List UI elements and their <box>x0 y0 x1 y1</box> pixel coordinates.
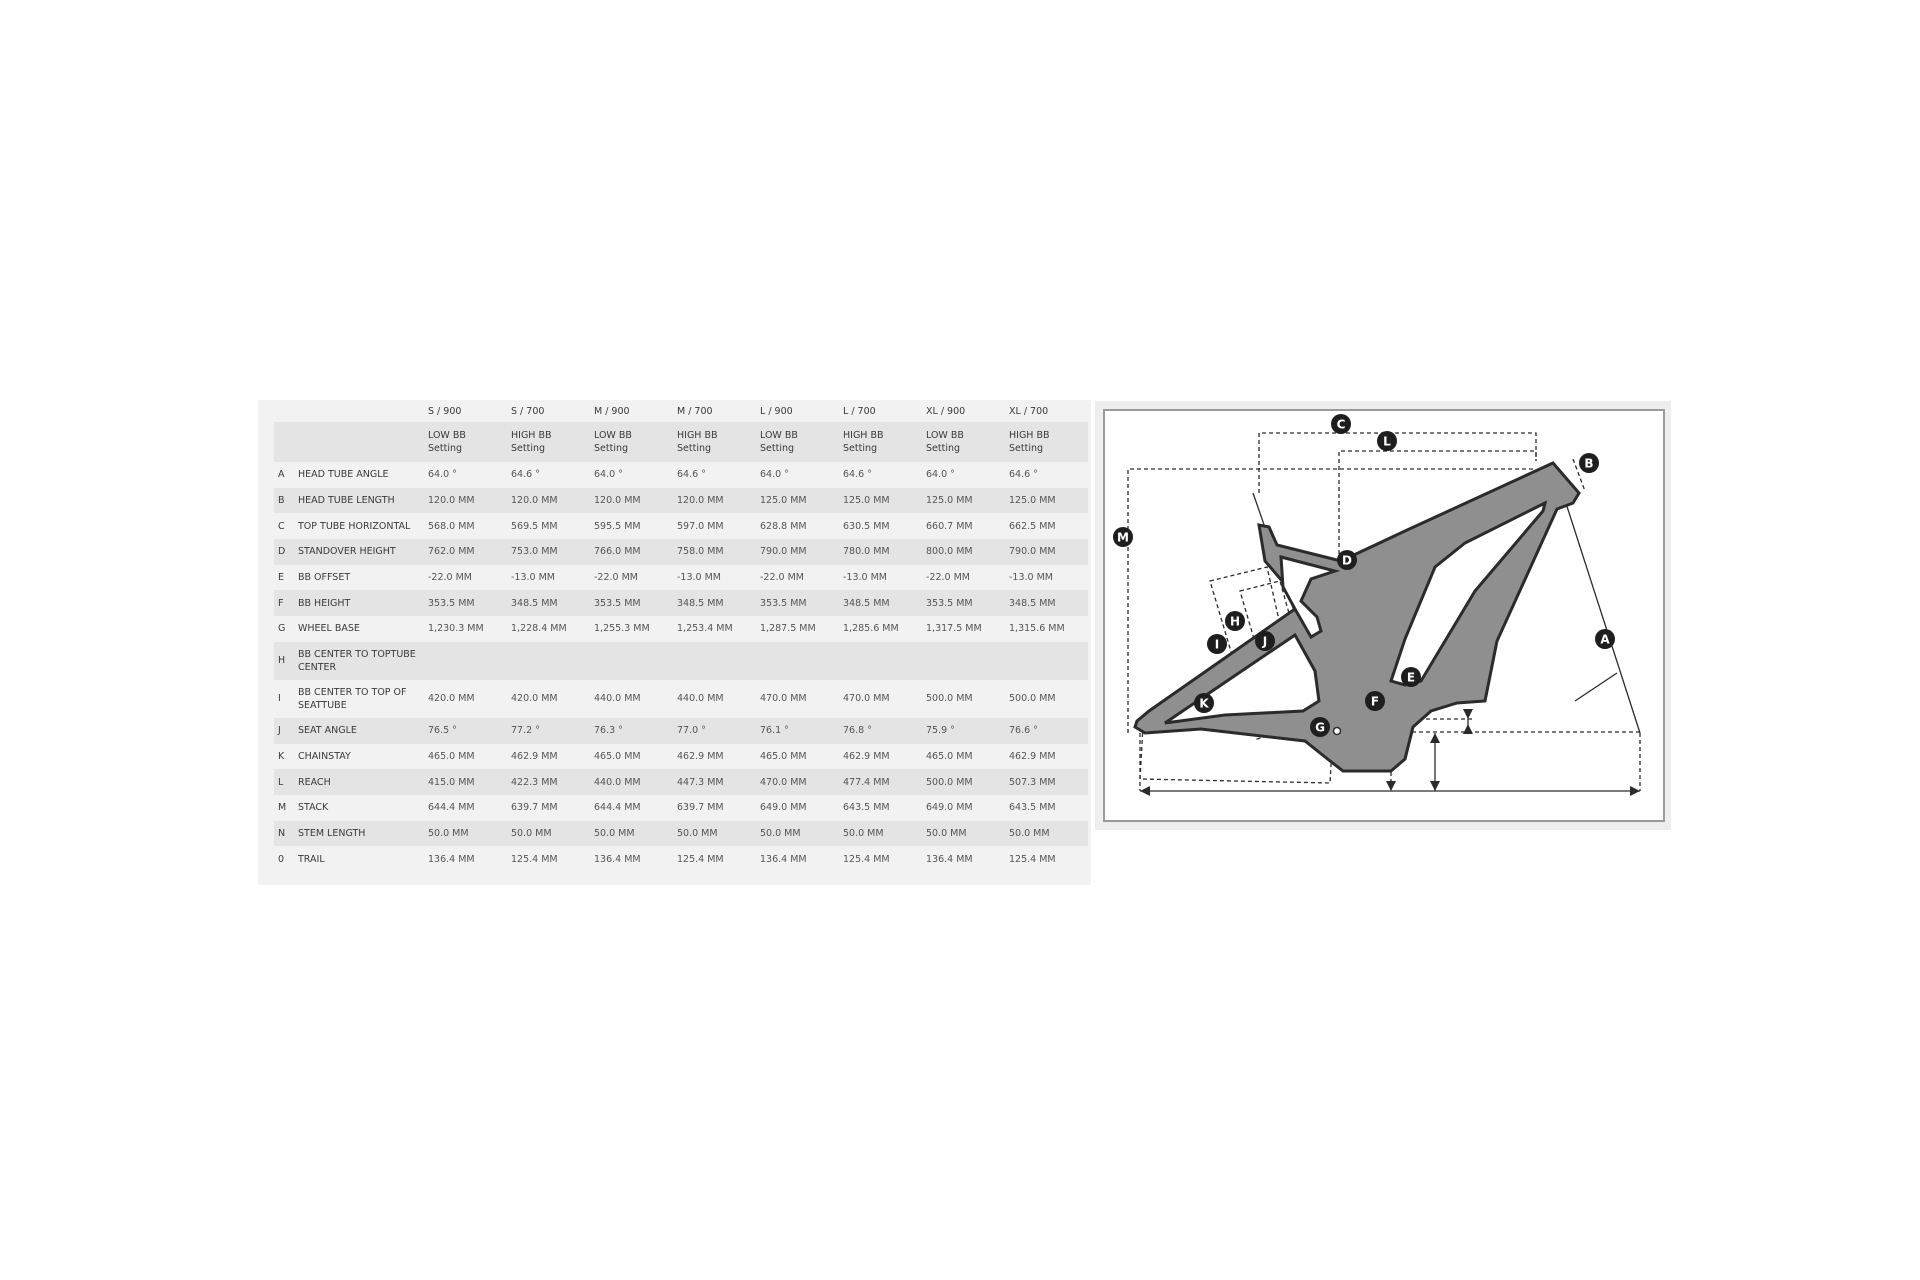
table-row <box>274 642 1088 680</box>
table-cell: 477.4 MM <box>839 769 922 795</box>
setting-line-2: Setting <box>511 443 546 454</box>
table-cell: 470.0 MM <box>760 693 807 705</box>
row-label: BB CENTER TO TOP OF SEATTUBE <box>298 686 407 711</box>
table-cell: 353.5 MM <box>590 590 673 616</box>
table-cell: 643.5 MM <box>843 802 890 814</box>
marker-b <box>1579 453 1599 473</box>
table-cell: 136.4 MM <box>926 853 973 865</box>
marker-label: I <box>1214 637 1220 652</box>
setting-header <box>507 422 590 462</box>
marker-label: E <box>1406 670 1416 685</box>
table-cell: 50.0 MM <box>590 821 673 847</box>
table-cell: 628.8 MM <box>760 520 807 532</box>
row-letter: M <box>278 802 287 814</box>
table-cell: 50.0 MM <box>839 821 922 847</box>
header-blank-letter <box>274 400 294 422</box>
marker-label: B <box>1584 456 1594 471</box>
table-cell: 500.0 MM <box>926 693 973 705</box>
table-cell: 649.0 MM <box>760 802 807 814</box>
table-row <box>274 846 1088 872</box>
row-label: WHEEL BASE <box>298 623 360 635</box>
table-cell: 76.1 ° <box>756 718 839 744</box>
table-cell: 447.3 MM <box>673 769 756 795</box>
table-cell: 644.4 MM <box>594 802 641 814</box>
table-row <box>274 539 1088 565</box>
row-letter: A <box>278 469 285 481</box>
table-cell: 500.0 MM <box>922 769 1005 795</box>
table-cell: 790.0 MM <box>756 539 839 565</box>
marker-m <box>1113 527 1133 547</box>
arrow-head-g-right <box>1630 786 1640 796</box>
table-row <box>274 616 1088 642</box>
geometry-table-panel <box>258 400 1091 885</box>
marker-c <box>1331 414 1351 434</box>
table-cell: 136.4 MM <box>760 853 807 865</box>
arrow-head-e-top <box>1463 709 1473 719</box>
setting-line-1: HIGH BB <box>511 430 552 441</box>
marker-label: F <box>1370 694 1380 709</box>
table-cell: 125.0 MM <box>1005 488 1088 514</box>
table-cell: 1,315.6 MM <box>1009 623 1065 635</box>
setting-line-1: LOW BB <box>428 430 466 441</box>
table-cell: 136.4 MM <box>428 853 475 865</box>
table-cell: 420.0 MM <box>428 693 475 705</box>
setting-header-row <box>274 422 1088 462</box>
table-cell: 125.4 MM <box>1009 853 1056 865</box>
setting-line-2: Setting <box>428 443 463 454</box>
row-label: CHAINSTAY <box>298 750 351 762</box>
setting-line-2: Setting <box>760 443 795 454</box>
table-cell: 568.0 MM <box>428 520 475 532</box>
table-cell: 125.4 MM <box>511 853 558 865</box>
setting-line-2: Setting <box>843 443 878 454</box>
table-cell: 595.5 MM <box>594 520 641 532</box>
row-letter: J <box>274 718 294 744</box>
table-cell: 120.0 MM <box>424 488 507 514</box>
row-letter: C <box>278 520 285 532</box>
setting-header <box>756 422 839 462</box>
table-cell: 75.9 ° <box>922 718 1005 744</box>
row-letter: G <box>278 623 286 635</box>
marker-h <box>1225 611 1245 631</box>
table-cell: 50.0 MM <box>922 821 1005 847</box>
row-label: BB HEIGHT <box>294 590 424 616</box>
geometry-table <box>274 400 1088 872</box>
setting-line-2: Setting <box>677 443 712 454</box>
table-cell: 64.0 ° <box>428 469 457 481</box>
table-row <box>274 821 1088 847</box>
row-label: BB CENTER TO TOPTUBE CENTER <box>294 642 424 680</box>
setting-header <box>590 422 673 462</box>
table-cell: 440.0 MM <box>590 769 673 795</box>
table-cell: 348.5 MM <box>839 590 922 616</box>
table-cell: -13.0 MM <box>1009 572 1053 584</box>
row-letter: K <box>278 750 285 762</box>
setting-header <box>673 422 756 462</box>
table-cell: 440.0 MM <box>594 693 641 705</box>
marker-i <box>1207 634 1227 654</box>
table-cell: 1,317.5 MM <box>926 623 982 635</box>
marker-label: H <box>1229 614 1241 629</box>
row-label: HEAD TUBE LENGTH <box>294 488 424 514</box>
table-cell: 462.9 MM <box>511 750 558 762</box>
setting-line-1: HIGH BB <box>1009 430 1050 441</box>
row-letter: B <box>274 488 294 514</box>
row-label: REACH <box>294 769 424 795</box>
setting-line-1: LOW BB <box>594 430 632 441</box>
setting-header <box>922 422 1005 462</box>
table-row <box>274 488 1088 514</box>
table-cell: 1,228.4 MM <box>511 623 567 635</box>
table-row <box>274 462 1088 488</box>
table-cell: 125.4 MM <box>843 853 890 865</box>
size-header: L / 700 <box>843 405 876 417</box>
table-cell: 64.0 ° <box>760 469 789 481</box>
table-cell: 462.9 MM <box>1009 750 1056 762</box>
row-letter: L <box>274 769 294 795</box>
table-cell: 440.0 MM <box>677 693 724 705</box>
marker-label: K <box>1199 696 1209 711</box>
table-cell: 639.7 MM <box>511 802 558 814</box>
table-cell: 762.0 MM <box>424 539 507 565</box>
table-row <box>274 565 1088 591</box>
table-cell: 64.6 ° <box>843 469 872 481</box>
table-cell: -22.0 MM <box>760 572 804 584</box>
size-header: XL / 700 <box>1009 405 1049 417</box>
dim-line-c <box>1259 433 1536 493</box>
marker-k <box>1194 693 1214 713</box>
table-cell: -22.0 MM <box>594 572 638 584</box>
bottom-bracket <box>1334 728 1341 735</box>
table-cell: 76.8 ° <box>839 718 922 744</box>
table-cell: 64.6 ° <box>511 469 540 481</box>
table-cell: 125.0 MM <box>839 488 922 514</box>
table-cell: 76.6 ° <box>1005 718 1088 744</box>
size-header-row <box>274 400 1088 422</box>
marker-label: L <box>1383 434 1391 449</box>
table-cell: 125.0 MM <box>756 488 839 514</box>
row-label: HEAD TUBE ANGLE <box>298 469 389 481</box>
table-cell: 64.0 ° <box>594 469 623 481</box>
row-letter: H <box>274 642 294 680</box>
table-row <box>274 769 1088 795</box>
table-cell: 1,255.3 MM <box>594 623 650 635</box>
table-row <box>274 718 1088 744</box>
row-label: TOP TUBE HORIZONTAL <box>298 520 411 532</box>
table-row <box>274 795 1088 821</box>
table-cell: 125.4 MM <box>677 853 724 865</box>
table-cell: 353.5 MM <box>756 590 839 616</box>
table-row <box>274 513 1088 539</box>
table-cell <box>922 642 1005 680</box>
table-cell: 50.0 MM <box>756 821 839 847</box>
table-cell: 348.5 MM <box>673 590 756 616</box>
row-letter: N <box>274 821 294 847</box>
table-cell: 50.0 MM <box>424 821 507 847</box>
table-cell: 64.6 ° <box>1009 469 1038 481</box>
table-cell: 125.0 MM <box>922 488 1005 514</box>
marker-f <box>1365 691 1385 711</box>
size-header: M / 900 <box>594 405 630 417</box>
table-cell: 353.5 MM <box>424 590 507 616</box>
table-row <box>274 590 1088 616</box>
table-cell <box>1005 642 1088 680</box>
arrow-head-g-left <box>1140 786 1150 796</box>
marker-j <box>1255 631 1275 651</box>
setting-line-2: Setting <box>1009 443 1044 454</box>
row-label: SEAT ANGLE <box>294 718 424 744</box>
table-cell: 470.0 MM <box>843 693 890 705</box>
marker-label: J <box>1262 634 1268 649</box>
table-cell: 422.3 MM <box>507 769 590 795</box>
table-cell: 120.0 MM <box>673 488 756 514</box>
table-cell: 465.0 MM <box>594 750 641 762</box>
table-cell: 420.0 MM <box>511 693 558 705</box>
table-cell: 50.0 MM <box>1005 821 1088 847</box>
table-cell: 348.5 MM <box>507 590 590 616</box>
row-label: STACK <box>298 802 329 814</box>
table-cell: 120.0 MM <box>507 488 590 514</box>
table-cell: 790.0 MM <box>1005 539 1088 565</box>
setting-header <box>1005 422 1088 462</box>
setting-blank-label <box>294 422 424 462</box>
row-letter: F <box>274 590 294 616</box>
setting-header <box>839 422 922 462</box>
table-cell: -13.0 MM <box>843 572 887 584</box>
bike-frame-shape <box>1135 463 1579 771</box>
row-letter: D <box>274 539 294 565</box>
geometry-diagram <box>1103 409 1665 822</box>
setting-header <box>424 422 507 462</box>
marker-l <box>1377 431 1397 451</box>
marker-label: G <box>1315 720 1325 735</box>
table-cell <box>756 642 839 680</box>
table-cell: -22.0 MM <box>926 572 970 584</box>
row-letter: 0 <box>278 853 285 865</box>
row-label: TRAIL <box>298 853 325 865</box>
table-cell: 465.0 MM <box>926 750 973 762</box>
table-cell: 800.0 MM <box>922 539 1005 565</box>
table-cell: 136.4 MM <box>594 853 641 865</box>
table-cell: 1,285.6 MM <box>843 623 899 635</box>
table-cell: 507.3 MM <box>1005 769 1088 795</box>
row-letter: E <box>278 572 285 584</box>
table-cell <box>424 642 507 680</box>
arrow-head-e-bottom <box>1463 724 1473 734</box>
table-cell: 465.0 MM <box>428 750 475 762</box>
bike-frame-diagram <box>1105 411 1663 820</box>
table-cell: 64.0 ° <box>926 469 955 481</box>
table-row <box>274 744 1088 770</box>
table-cell: 780.0 MM <box>839 539 922 565</box>
table-row <box>274 680 1088 718</box>
table-cell: 1,287.5 MM <box>760 623 816 635</box>
arrow-head-f-bottom <box>1430 781 1440 791</box>
marker-e <box>1401 667 1421 687</box>
marker-a <box>1595 629 1615 649</box>
table-cell: 644.4 MM <box>428 802 475 814</box>
table-cell: 77.2 ° <box>507 718 590 744</box>
setting-line-2: Setting <box>594 443 629 454</box>
size-header: L / 900 <box>760 405 793 417</box>
setting-line-1: HIGH BB <box>843 430 884 441</box>
marker-d <box>1337 550 1357 570</box>
table-cell: 597.0 MM <box>677 520 724 532</box>
table-cell: 766.0 MM <box>590 539 673 565</box>
table-cell: 639.7 MM <box>677 802 724 814</box>
table-cell: 50.0 MM <box>507 821 590 847</box>
table-cell: 662.5 MM <box>1009 520 1056 532</box>
setting-line-1: LOW BB <box>760 430 798 441</box>
size-header: S / 900 <box>428 405 462 417</box>
marker-label: M <box>1117 530 1129 545</box>
table-cell: 462.9 MM <box>843 750 890 762</box>
row-label: STANDOVER HEIGHT <box>294 539 424 565</box>
row-label: STEM LENGTH <box>294 821 424 847</box>
row-letter: I <box>278 693 281 705</box>
table-cell: 348.5 MM <box>1005 590 1088 616</box>
table-cell: 415.0 MM <box>424 769 507 795</box>
size-header: S / 700 <box>511 405 545 417</box>
geometry-diagram-panel <box>1095 401 1671 830</box>
table-cell: 465.0 MM <box>760 750 807 762</box>
header-blank-label <box>294 400 424 422</box>
table-cell: 630.5 MM <box>843 520 890 532</box>
marker-g <box>1310 717 1330 737</box>
setting-blank-letter <box>274 422 294 462</box>
setting-line-1: LOW BB <box>926 430 964 441</box>
setting-line-1: HIGH BB <box>677 430 718 441</box>
table-cell: 660.7 MM <box>926 520 973 532</box>
table-cell: -22.0 MM <box>428 572 472 584</box>
table-cell: 500.0 MM <box>1009 693 1056 705</box>
table-cell <box>507 642 590 680</box>
table-cell: 649.0 MM <box>926 802 973 814</box>
table-cell: 470.0 MM <box>756 769 839 795</box>
table-cell: 1,230.3 MM <box>428 623 484 635</box>
marker-label: D <box>1342 553 1352 568</box>
arrow-head-f-top <box>1430 733 1440 743</box>
table-cell <box>590 642 673 680</box>
table-cell: 643.5 MM <box>1009 802 1056 814</box>
table-cell: 753.0 MM <box>507 539 590 565</box>
marker-label: C <box>1336 417 1346 432</box>
table-cell: 353.5 MM <box>922 590 1005 616</box>
table-cell: 120.0 MM <box>590 488 673 514</box>
table-cell <box>839 642 922 680</box>
size-header: XL / 900 <box>926 405 966 417</box>
head-angle-arc <box>1575 673 1617 701</box>
table-cell: -13.0 MM <box>511 572 555 584</box>
table-cell: -13.0 MM <box>677 572 721 584</box>
row-label: BB OFFSET <box>298 572 351 584</box>
table-cell: 569.5 MM <box>511 520 558 532</box>
table-cell: 758.0 MM <box>673 539 756 565</box>
table-cell: 64.6 ° <box>677 469 706 481</box>
size-header: M / 700 <box>677 405 713 417</box>
table-cell: 50.0 MM <box>673 821 756 847</box>
table-cell <box>673 642 756 680</box>
setting-line-2: Setting <box>926 443 961 454</box>
table-cell: 76.5 ° <box>424 718 507 744</box>
table-cell: 1,253.4 MM <box>677 623 733 635</box>
table-cell: 76.3 ° <box>590 718 673 744</box>
table-cell: 77.0 ° <box>673 718 756 744</box>
marker-label: A <box>1600 632 1610 647</box>
arrow-head-d-bottom <box>1386 781 1396 791</box>
table-cell: 462.9 MM <box>677 750 724 762</box>
